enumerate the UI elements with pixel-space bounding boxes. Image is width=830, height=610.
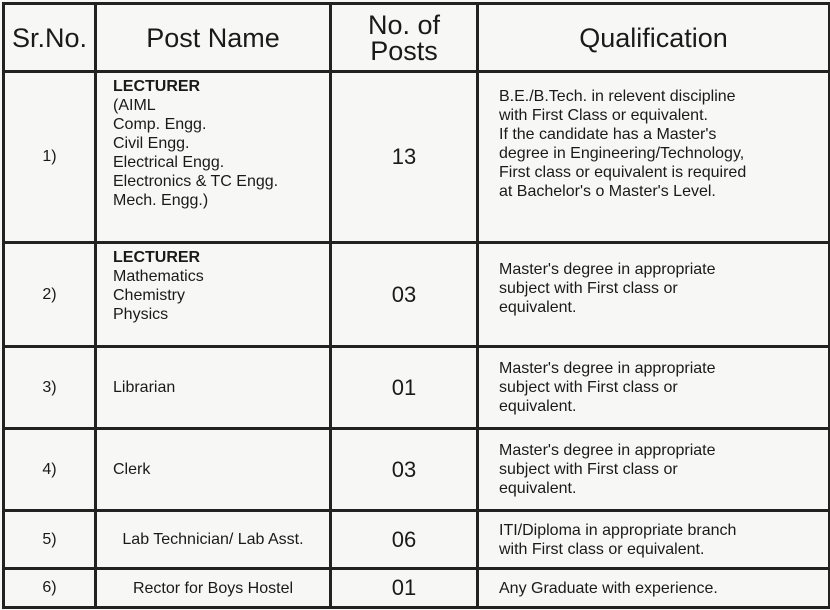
post-line: Electrical Engg. [113,154,225,171]
post-count-cell: 06 [331,511,478,569]
header-no-of-posts-line1: No. of [367,9,441,40]
header-sr-no: Sr.No. [4,4,96,72]
post-line: (AIML [113,97,156,114]
post-name-cell [96,569,331,608]
post-name-cell [96,347,331,429]
qualification-line: Master's degree in appropriate [499,360,716,377]
post-line: Mech. Engg.) [113,192,209,209]
qualification-cell [478,569,830,608]
header-no-of-posts-line2: Posts [370,35,438,66]
qualification-line: degree in Engineering/Technology, [499,145,745,162]
sr-no-cell: 4) [4,429,96,511]
post-line: Chemistry [113,287,186,304]
qualification-cell [478,511,830,569]
header-qualification: Qualification [478,4,830,72]
post-line: Comp. Engg. [113,116,207,133]
post-count-cell: 01 [331,347,478,429]
qualification-line: Any Graduate with experience. [499,579,718,597]
table-row [4,429,830,511]
table-row [4,511,830,569]
header-post-name: Post Name [96,4,331,72]
post-line: Librarian [113,379,176,396]
sr-no-cell: 6) [4,569,96,608]
post-line: Rector for Boys Hostel [132,579,294,597]
qualification-line: Master's degree in appropriate [499,442,716,459]
post-count-cell: 03 [331,243,478,347]
post-title: LECTURER [113,249,201,266]
post-line: Mathematics [113,268,204,285]
post-line: Electronics & TC Engg. [113,173,279,190]
post-count-cell: 13 [331,72,478,243]
posts-table [2,2,830,609]
qualification-line: B.E./B.Tech. in relevent discipline [499,88,736,105]
qualification-line: equivalent. [499,480,577,497]
qualification-line: with First Class or equivalent. [499,107,708,124]
qualification-line: with First class or equivalent. [499,540,705,558]
qualification-line: First class or equivalent is required [499,164,747,181]
qualification-line: If the candidate has a Master's [499,126,717,143]
table-header-row [4,4,830,72]
post-line: Clerk [113,461,151,478]
post-name-cell [96,511,331,569]
post-name-cell [96,72,331,243]
qualification-line: at Bachelor's o Master's Level. [499,183,716,200]
table-row [4,347,830,429]
post-name-cell [96,429,331,511]
table-row [4,243,830,347]
qualification-line: Master's degree in appropriate [499,261,716,278]
sr-no-cell: 1) [4,72,96,243]
qualification-cell [478,243,830,347]
table-row [4,72,830,243]
qualification-line: equivalent. [499,299,577,316]
qualification-line: subject with First class or [499,461,678,478]
qualification-line: ITI/Diploma in appropriate branch [499,521,737,539]
qualification-line: subject with First class or [499,379,678,396]
header-no-of-posts [331,4,478,72]
post-count-cell: 01 [331,569,478,608]
post-name-cell [96,243,331,347]
post-count-cell: 03 [331,429,478,511]
sr-no-cell: 5) [4,511,96,569]
post-line: Physics [113,306,169,323]
qualification-cell [478,429,830,511]
qualification-line: equivalent. [499,398,577,415]
sr-no-cell: 2) [4,243,96,347]
table-row [4,569,830,608]
post-title: LECTURER [113,78,201,95]
sr-no-cell: 3) [4,347,96,429]
post-line: Civil Engg. [113,135,190,152]
qualification-cell [478,347,830,429]
qualification-line: subject with First class or [499,280,678,297]
post-line: Lab Technician/ Lab Asst. [122,531,304,548]
qualification-cell [478,72,830,243]
